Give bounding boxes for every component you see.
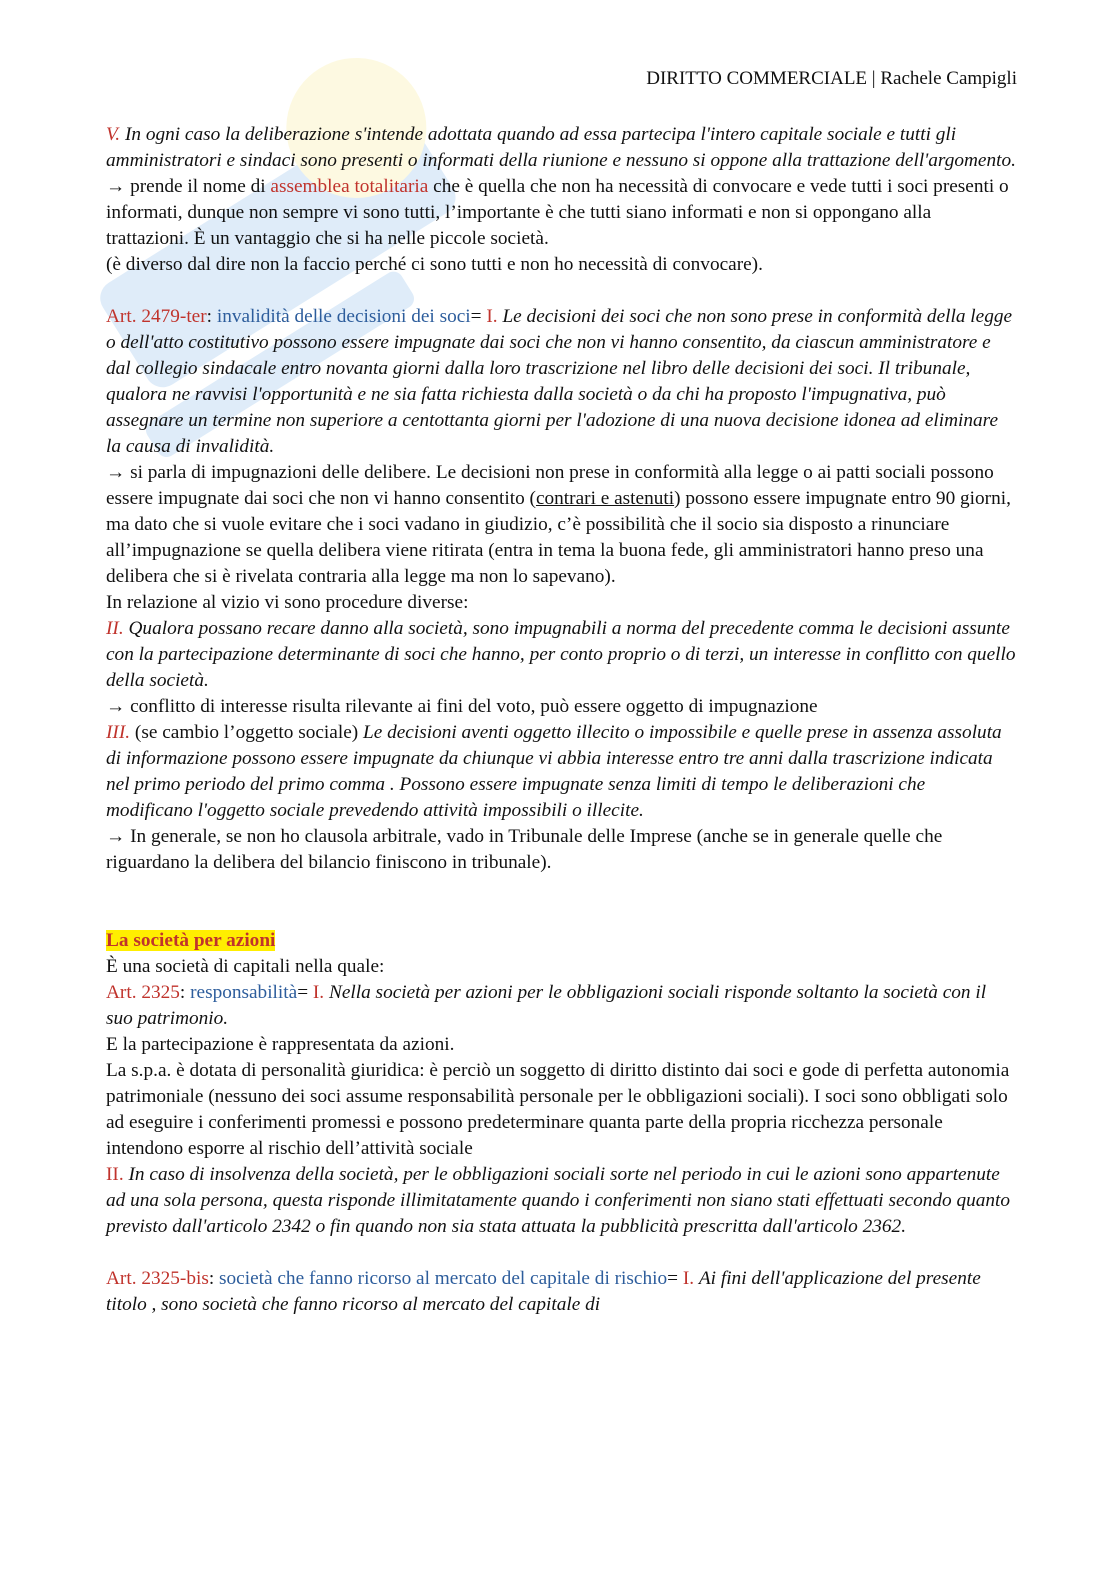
paragraph-art-2479-ter [106, 304, 1016, 460]
section-heading [106, 928, 1016, 954]
text: ) possono essere impugnate entro 90 giorni, ma dato che si vuole evitare che i soci vadano in giudizio, c’è possibilità che il socio sia disposto a rinunciare all’impugnazione se quella delibera viene ritirata (entra in tema la buona fede, gli amministratori hanno preso una delibera che si è rivelata contraria alla legge ma non lo sapevano). [106, 488, 1011, 587]
comma-number: I. [312, 982, 325, 1003]
article-ref: Art. 2325-bis [106, 1268, 209, 1289]
paragraph-art-2325-bis [106, 1266, 1016, 1318]
paragraph-art-2479-iii-comment: → In generale, se non ho clausola arbitrale, vado in Tribunale delle Imprese (anche se in generale quelle che riguardano la delibera del bilancio finiscono in tribunale). [106, 826, 943, 873]
paragraph-s1-note: (è diverso dal dire non la faccio perché ci sono tutti e non ho necessità di convocare). [106, 254, 763, 275]
term-assemblea-totalitaria: assemblea totalitaria [270, 176, 429, 197]
paragraph-spa-c2: La s.p.a. è dotata di personalità giuridica: è perciò un soggetto di diritto distinto dai soci e gode di perfetta autonomia patrimoniale (nessuno dei soci assume responsabilità personale per le obbligazioni sociali). I soci sono obbligati solo ad eseguire i conferimenti promessi e possono predeterminare quanta parte della propria ricchezza personale intendono esporre al rischio dell’attività sociale [106, 1060, 1010, 1159]
paragraph-spa-intro: È una società di capitali nella quale: [106, 956, 385, 977]
quote-text: Le decisioni dei soci che non sono prese in conformità della legge o dell'atto costitutivo possono essere impugnate dai soci che non vi hanno consentito, da ciascun amministratore e dal collegio sindacale entro novanta giorni dalla loro trascrizione nel libro delle decisioni dei soci. Il tribunale, qualora ne ravvisi l'opportunità e ne sia fatta richiesta dalla società o da chi ha proposto l'impugnativa, può assegnare un termine non superiore a centottanta giorni per l'adozione di una nuova decisione idonea ad eliminare la causa di invalidità. [106, 306, 1013, 457]
article-ref: Art. 2325 [106, 982, 180, 1003]
comma-number: V. [106, 124, 121, 145]
document-body [106, 122, 1016, 1318]
text: = [667, 1268, 683, 1289]
quote-text: Qualora possano recare danno alla società, sono impugnabili a norma del precedente comma le decisioni assunte con la partecipazione determinante di soci che hanno, per conto proprio o di terzi, un interesse in conflitto con quello della società. [106, 618, 1016, 691]
paragraph-art-2479-comment [106, 460, 1016, 590]
text: = [470, 306, 487, 327]
comma-number: I. [486, 306, 498, 327]
text: = [297, 982, 313, 1003]
text: → si parla di impugnazioni delle delibere. Le decisioni non prese in conformità alla legge o ai patti sociali possono essere impugnate dai soci che non vi hanno consentito ( [106, 462, 994, 509]
heading-text: La società per azioni [106, 930, 276, 951]
article-title: responsabilità [190, 982, 298, 1003]
text: : [179, 982, 191, 1003]
comma-number: II. [106, 1164, 124, 1185]
article-ref: Art. 2479-ter [106, 306, 207, 327]
article-title: invalidità delle decisioni dei soci [216, 306, 471, 327]
paragraph-art-2479-ii-comment: → conflitto di interesse risulta rilevante ai fini del voto, può essere oggetto di impugnazione [106, 696, 818, 717]
underlined-text: contrari e astenuti [535, 488, 675, 509]
quote-text: In ogni caso la deliberazione s'intende adottata quando ad essa partecipa l'intero capitale sociale e tutti gli amministratori e sindaci sono presenti o informati della riunione e nessuno si oppone alla trattazione dell'argomento. [106, 124, 1016, 171]
text: che è quella che non ha necessità di convocare e vede tutti i soci presenti o informati, dunque non sempre vi sono tutti, l’importante è che tutti siano informati e non si oppongano alla trattazioni. È un vantaggio che si ha nelle piccole società. [106, 176, 1009, 249]
paragraph-spa-c1: E la partecipazione è rappresentata da azioni. [106, 1034, 455, 1055]
comma-number: III. [106, 722, 131, 743]
quote-text: Le decisioni aventi oggetto illecito o impossibile e quelle prese in assenza assoluta di informazione possono essere impugnate da chiunque vi abbia interesse entro tre anni dalla trascrizione indicata nel primo periodo del primo comma . Possono essere impugnate senza limiti di tempo le deliberazioni che modificano l'oggetto sociale prevedendo attività impossibili o illecite. [106, 722, 1002, 821]
paragraph-art-2479-procedures: In relazione al vizio vi sono procedure diverse: [106, 592, 469, 613]
paragraph-art-2325 [106, 980, 1016, 1032]
quote-text: Ai fini dell'applicazione del presente titolo , sono società che fanno ricorso al mercato del capitale di [106, 1268, 981, 1315]
comma-number: II. [106, 618, 124, 639]
text: : [206, 306, 217, 327]
paragraph-s1-comment [106, 174, 1016, 252]
text: : [208, 1268, 220, 1289]
text: → prende il nome di [106, 176, 271, 197]
text: (se cambio l’oggetto sociale) [130, 722, 363, 743]
quote-text: In caso di insolvenza della società, per le obbligazioni sociali sorte nel periodo in cui le azioni sono appartenute ad una sola persona, questa risponde illimitatamente quando i conferimenti non siano stati effettuati secondo quanto previsto dall'articolo 2342 o fin quando non sia stata attuata la pubblicità prescritta dall'articolo 2362. [106, 1164, 1011, 1237]
paragraph-s1-quote [106, 122, 1016, 174]
article-title: società che fanno ricorso al mercato del capitale di rischio [219, 1268, 668, 1289]
paragraph-art-2479-iii [106, 720, 1016, 824]
comma-number: I. [682, 1268, 695, 1289]
quote-text: Nella società per azioni per le obbligazioni sociali risponde soltanto la società con il suo patrimonio. [106, 982, 987, 1029]
paragraph-art-2479-ii [106, 616, 1016, 694]
paragraph-art-2325-ii [106, 1162, 1016, 1240]
page-header: DIRITTO COMMERCIALE | Rachele Campigli [646, 68, 1017, 89]
